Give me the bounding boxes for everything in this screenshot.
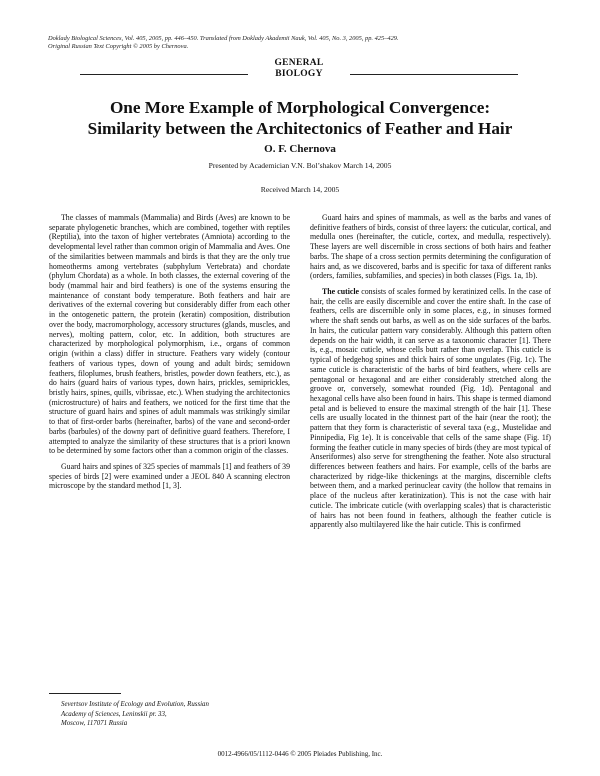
journal-header (48, 35, 468, 52)
publisher-footer: 0012-4966/05/1112-0446 © 2005 Pleiades Publishing, Inc. (217, 750, 383, 758)
body-paragraph: Guard hairs and spines of 325 species of mammals [1] and feathers of 39 species of birds [2] were examined under a JEOL 840 A scanning electron microscope by the standard method [1, 3]. (49, 461, 290, 491)
run-in-heading: The cuticle (322, 287, 360, 297)
right-column (310, 213, 551, 530)
author-name: O. F. Chernova (264, 143, 336, 155)
affiliation-footnote (61, 700, 291, 729)
paragraph-text: consists of scales formed by keratinized cells. In the case of hair, the cells are easily discernible and cover the entire shaft. In the case of feathers, cells are discernible only in some places, e.g., in sinuses formed where the shaft sends out barbs, as well as on the side surfaces of the barbs. In hairs, the cuticular pattern vary considerably. Although this pattern often depends on the hair width, it can serve as a taxonomic character [1]. There is, e.g., mosaic cuticle, whose cells butt rather than overlap. This cuticle is typical of hedgehog spines and thick hairs of some ungulates (Fig. 1c). The same cuticle is characteristic of the barbs of bird feathers, where cells are pentagonal or hexagonal and are either considerably stretched along the groove or, conversely, somewhat rounded (Fig. 1d). Pentagonal and hexagonal cells have also been found in hairs. This shape is termed diamond petal and is believed to ensure the maximal strength of the hair [1]. These cells are usually located in the thinnest part of the hair (near the root); the pattern that they form is characteristic of several taxa (e.g., Mustelidae and Pinnipedia, Fig 1e). It is conceivable that cells of the same shape (Fig. 1f) forming the feather cuticle in many species of birds (they are most typical of Anseriformes) also serve for strengthening the feather. Note also structural differences between feathers and hairs. For example, cells of the barbs are characterized by ridge-like thickenings at the margins, discernible clefts between them, and a marked perinuclear cavity (the hollow that remains in place of the nucleus after keratinization). This is not the case with hair cuticle. The imbricate cuticle (with overlapping scales) that is characteristic of hairs has not been found in feathers, although the feather cuticle is apparently also multilayered like the hair cuticle. This is confirmed (310, 287, 551, 530)
footnote-rule (49, 693, 121, 694)
body-paragraph: The classes of mammals (Mammalia) and Birds (Aves) are known to be separate phylogenetic branches, which are combined, together with reptiles (Reptilia), into the taxon of higher vertebrates (Amniota) according to the developmental level rather than common origin of Mammalia and Aves. One of the similarities between mammals and birds is that they are the only true homeotherms among vertebrates (subphylum Vertebrata) and chordate (phylum Chordata) as a whole. In both classes, the external covering of the body (mammal hair and bird feathers) is one of the systems ensuring the maintenance of constant body temperature. Both feathers and hair are derivatives of the external covering but considerably differ from each other in the ontogenetic pattern, the protein (keratin) composition, distribution over the body, macromorphology, accessory structures (glands, muscles, and nerves), molting pattern, color, etc. In addition, both structures are characterized by morphological polymorphism, i.e., organs of common origin (within a class) differ in structure. Feathers vary widely (contour feathers of various types, down of young and adult birds; semidown feathers, filoplumes, brush feathers, bristles, powder down feathers, etc.), as do hairs (guard hairs of various types, down hairs, prickles, semiprickles, bristly hairs, spines, quills, vibrissae, etc.). When studying the architectonics (microstructure) of hairs and feathers, we noticed for the first time that the structure of guard hairs and spines of adult mammals was strikingly similar to that of first-order barbs (hereinafter, barbs) of the vane and second-order barbs (barbules) of the downy part of definitive guard feathers. Therefore, I attempted to analyze the similarity of these structures that is a priori known to be determined by some factors other than a common origin of the classes. (49, 213, 290, 456)
body-paragraph (310, 287, 551, 530)
section-rule-right (350, 74, 518, 75)
section-label (258, 58, 340, 79)
left-column (49, 213, 290, 491)
presented-by: Presented by Academician V.N. Bol’shakov March 14, 2005 (208, 161, 392, 170)
copyright-line: Original Russian Text Copyright © 2005 by Chernova. (48, 43, 189, 51)
footnote-line1: Severtsov Institute of Ecology and Evolution, Russian (61, 701, 209, 708)
received-date: Received March 14, 2005 (260, 185, 340, 194)
footnote-line2: Academy of Sciences, Leninskii pr. 33, (61, 710, 167, 718)
journal-citation: Doklady Biological Sciences, Vol. 405, 2005, pp. 446–450. Translated from Doklady Akademii Nauk, Vol. 405, No. 3, 2005, pp. 425–429. (48, 35, 399, 42)
title-line2: Similarity between the Architectonics of Feather and Hair (87, 119, 513, 138)
body-paragraph: Guard hairs and spines of mammals, as well as the barbs and vanes of definitive feathers of birds, consist of three layers: the cuticular, cortical, and medulla ones (hereinafter, the cuticle, cortex, and medulla, respectively). These layers are well discernible in cross sections of both hairs and feather barbs. The shape of a cross section permits determining the configuration of hairs and, as we discovered, barbs and is specific for taxa of different ranks (orders, families, subfamilies, and species) in both classes (Figs. 1a, 1b). (310, 213, 552, 281)
footnote-line3: Moscow, 117071 Russia (61, 720, 128, 728)
title-line1: One More Example of Morphological Convergence: (109, 98, 491, 117)
article-title (40, 97, 560, 139)
section-label-line2: BIOLOGY (275, 68, 323, 79)
section-rule-left (80, 74, 248, 75)
section-label-line1: GENERAL (274, 58, 324, 68)
